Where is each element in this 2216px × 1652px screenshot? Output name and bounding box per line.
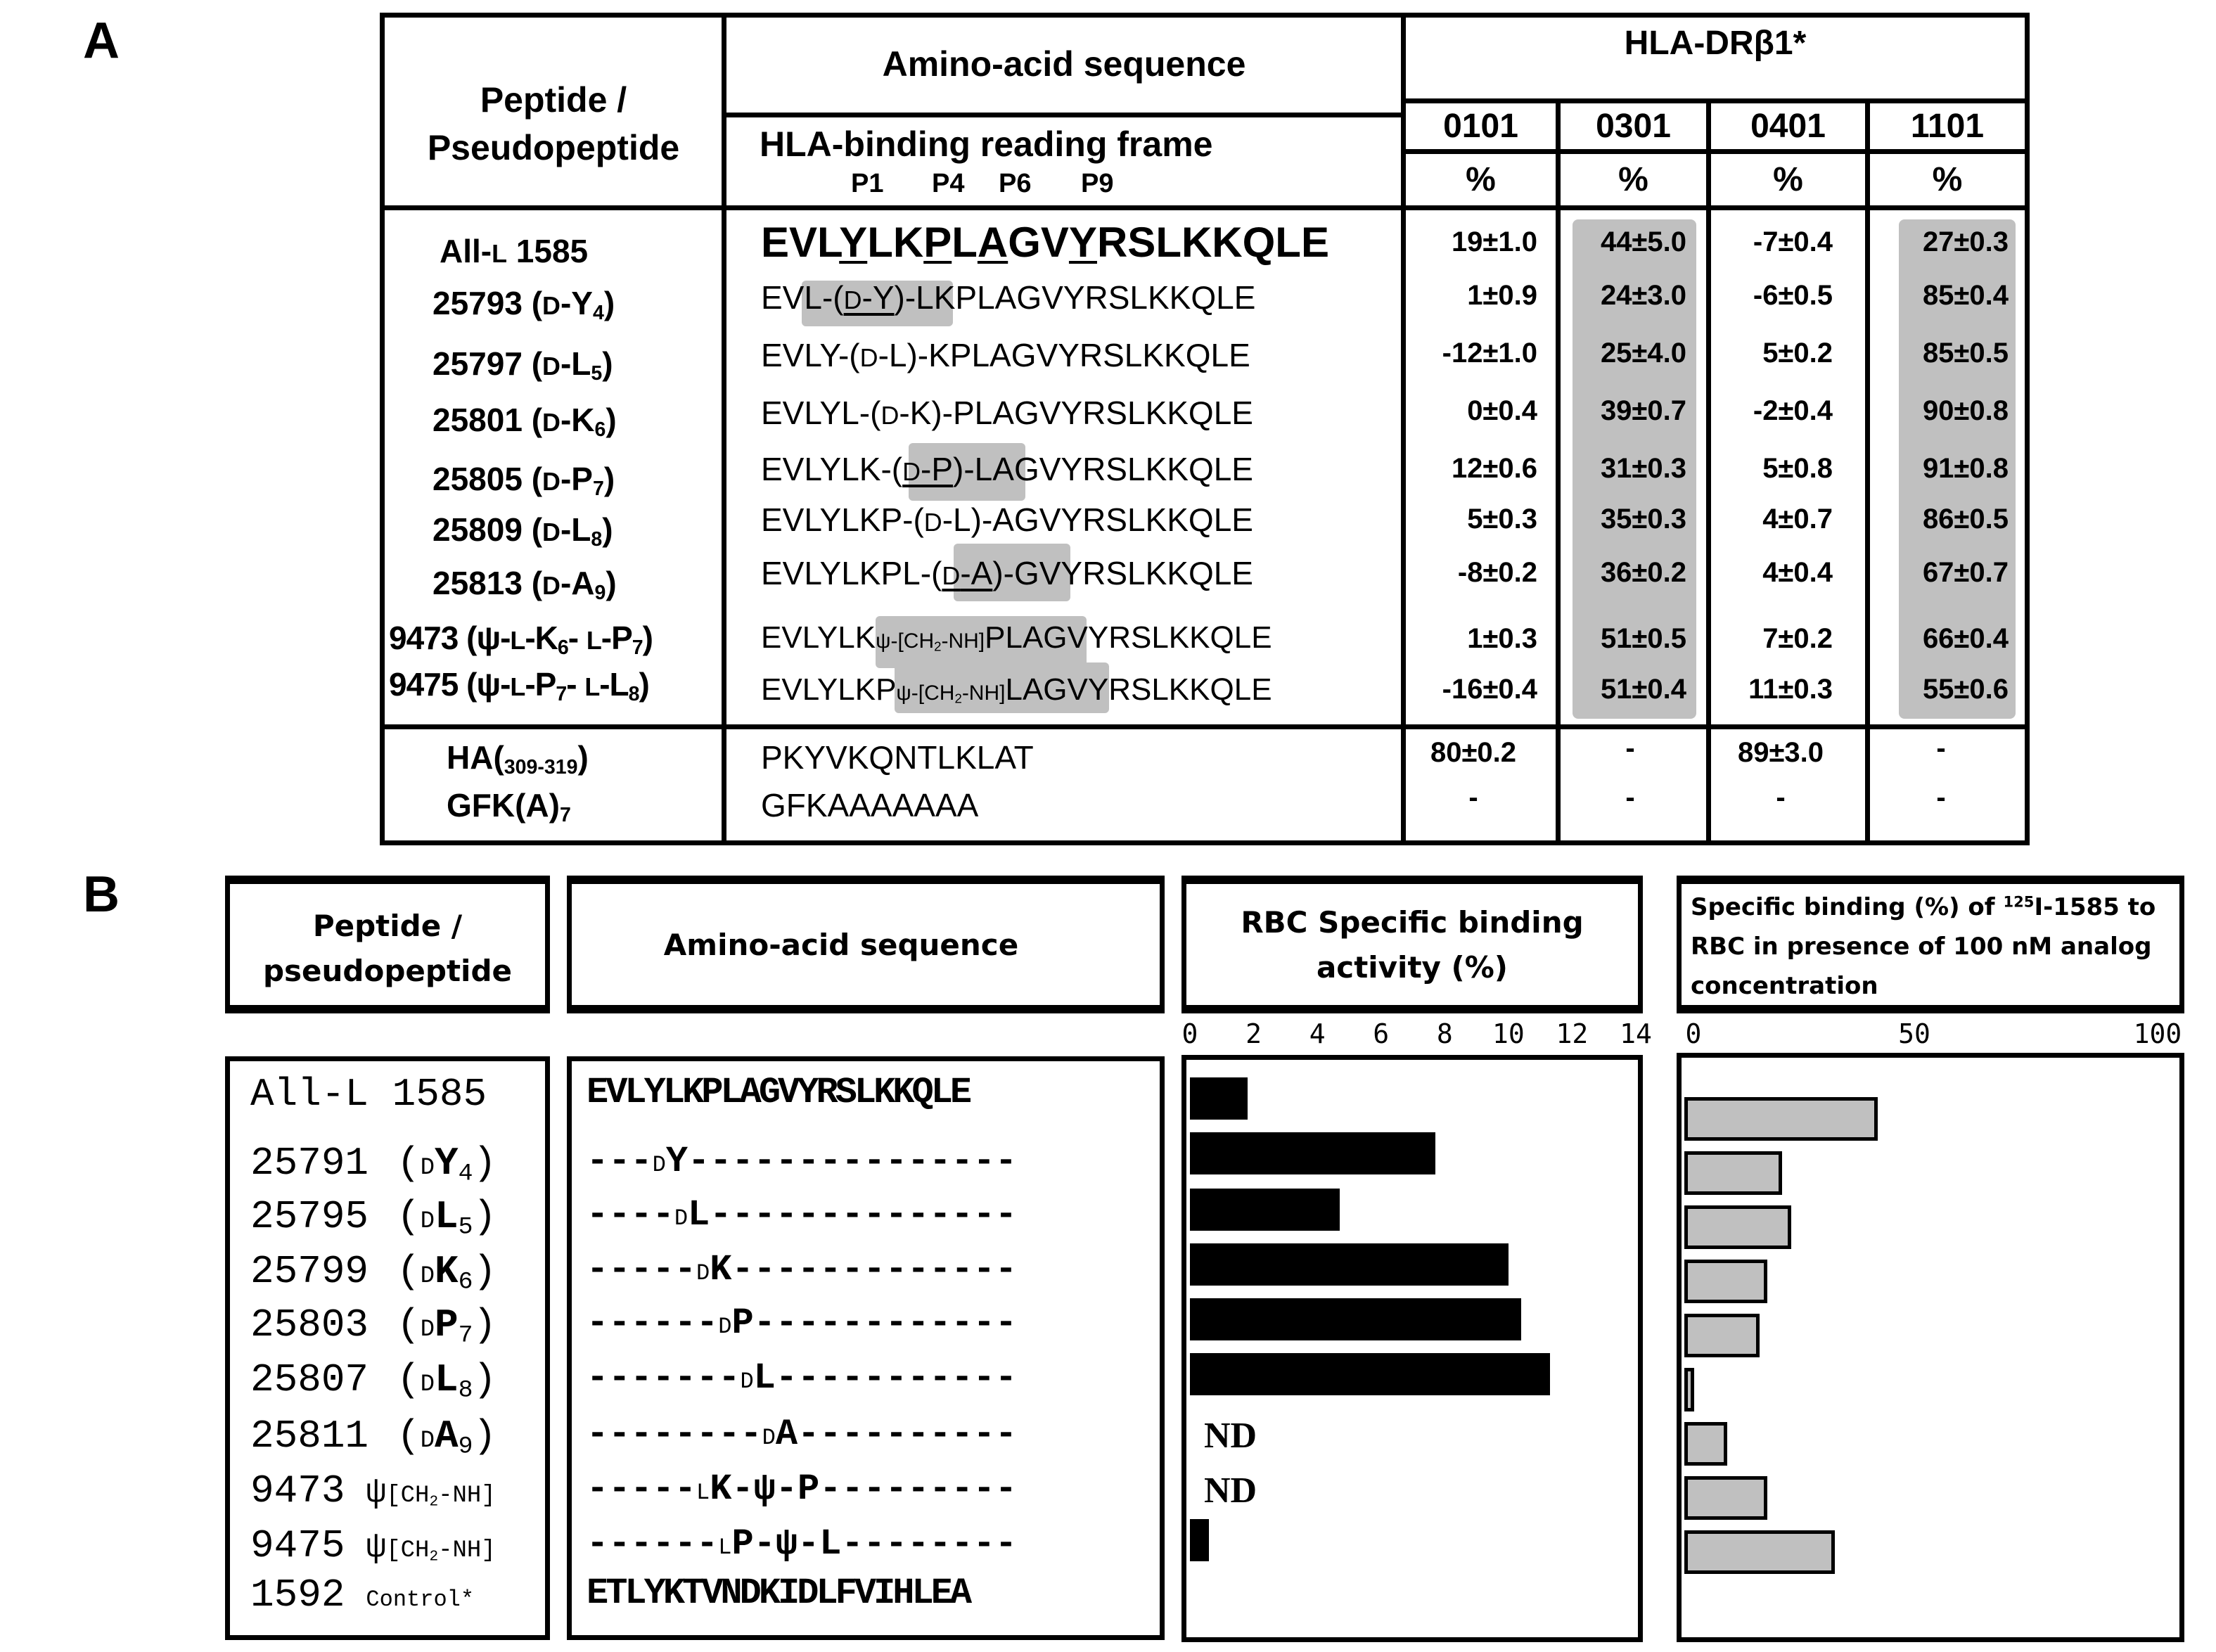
peptide-name xyxy=(250,1141,497,1186)
residue: K xyxy=(435,1249,459,1294)
peptide-number: 9473 xyxy=(250,1468,345,1513)
control-range: 309-319 xyxy=(504,756,578,779)
psi-bond: ψ-[CH xyxy=(876,629,935,653)
sequence xyxy=(587,1523,1017,1565)
seq-part: EVLYLKP-( xyxy=(761,501,924,538)
seq-part: )-LAGVYRSLKKQLE xyxy=(953,451,1253,487)
peptide-number: 25801 xyxy=(433,402,523,438)
dashes: --- xyxy=(587,1141,653,1182)
position: 4 xyxy=(458,1160,473,1188)
peptide-name xyxy=(250,1414,497,1459)
d-marker: D xyxy=(420,1155,435,1182)
residue: P-ψ-L xyxy=(731,1523,842,1565)
residue: L xyxy=(435,1194,459,1239)
stereo-marker: D xyxy=(674,1205,689,1231)
binding-value: -12±1.0 xyxy=(1442,338,1537,369)
name-part: All- xyxy=(440,233,492,269)
residue: K xyxy=(710,1249,732,1291)
control-name: HA xyxy=(447,739,494,776)
position: 9 xyxy=(594,582,606,605)
divider xyxy=(1406,98,2025,103)
sequence xyxy=(587,1194,1017,1236)
position: 8 xyxy=(458,1376,473,1404)
binding-value: 5±0.8 xyxy=(1762,453,1833,484)
row-name: 25797 $(D-L_5)$ xyxy=(433,345,613,385)
binding-value: 5±0.2 xyxy=(1762,338,1833,369)
header-hla-group: HLA-DRβ1* xyxy=(1624,25,1807,62)
binding-value: 39±0.7 xyxy=(1600,395,1686,426)
bar xyxy=(1190,1243,1509,1286)
row-name: 25813 $(D-A_9)$ xyxy=(433,565,617,605)
bar xyxy=(1190,1353,1550,1395)
psi-bond: -NH] xyxy=(941,629,985,653)
peptide-name xyxy=(250,1468,496,1513)
binding-value: -8±0.2 xyxy=(1457,557,1537,588)
seq-part: EVL-( xyxy=(761,279,844,316)
bar xyxy=(1684,1260,1767,1303)
psi-tag xyxy=(366,1474,496,1512)
header-part: Specific binding (%) of xyxy=(1691,893,2004,921)
peptide-name xyxy=(250,1302,497,1350)
sequence: EVLYL-(D-K)-PLAGVYRSLKKQLE xyxy=(761,395,1253,431)
seq-part: )-GVYRSLKKQLE xyxy=(992,555,1253,591)
seq-part: PLAGVYRSLKKQLE xyxy=(985,620,1272,655)
peptide-name xyxy=(250,1573,474,1618)
bar xyxy=(1190,1077,1248,1120)
peptide-name xyxy=(250,1357,497,1402)
binding-value: 4±0.7 xyxy=(1762,504,1833,534)
position: 6 xyxy=(458,1268,473,1296)
header-peptide xyxy=(225,904,550,994)
bar xyxy=(1190,1519,1209,1561)
divider xyxy=(722,13,726,845)
seq-part: EVLYLK xyxy=(761,620,876,655)
sequence xyxy=(587,1141,1017,1182)
seq-part: EVLYLKPL-( xyxy=(761,555,942,591)
sequence: EVLYLKPψ-$[CH_2-NH]LAGVYRSLKKQLE$ xyxy=(761,672,1272,707)
residue: L xyxy=(435,1357,459,1402)
header-specific xyxy=(1691,888,2183,1006)
position: 6 xyxy=(594,418,606,442)
axis-tick-label: 6 xyxy=(1373,1018,1390,1049)
peptide-number: 9473 xyxy=(389,620,459,656)
peptide-name xyxy=(250,1523,496,1568)
control-name: GFK(A) xyxy=(447,787,560,824)
seq-part: )-AGVYRSLKKQLE xyxy=(971,501,1253,538)
axis-tick-label: 12 xyxy=(1556,1018,1589,1049)
psi-tag xyxy=(366,1529,496,1567)
binding-value: 24±3.0 xyxy=(1600,280,1686,311)
dashes: ----- xyxy=(587,1249,697,1291)
position: 5 xyxy=(458,1213,473,1241)
binding-value: - xyxy=(1468,782,1478,813)
dashes: ------ xyxy=(587,1523,719,1565)
peptide-number: 25809 xyxy=(433,511,523,548)
sequence-ha: PKYVKQNTLKLAT xyxy=(761,739,1034,776)
seq-part: )-PLAGVYRSLKKQLE xyxy=(931,395,1253,431)
peptide-number: 25793 xyxy=(433,285,523,321)
bar xyxy=(1684,1530,1835,1574)
binding-value: 11±0.3 xyxy=(1748,674,1833,705)
sequence: EVLYLKP-(D-L)-AGVYRSLKKQLE xyxy=(761,501,1253,538)
bar xyxy=(1190,1132,1435,1174)
dashes: -------- xyxy=(587,1414,762,1455)
header-peptide xyxy=(385,76,722,172)
sequence: EVL-(D-Y)-LKPLAGVYRSLKKQLE xyxy=(761,279,1256,316)
header-line: concentration xyxy=(1691,972,1878,1000)
modification-tag: $(DY_4)$ xyxy=(397,1141,497,1188)
sequence xyxy=(587,1357,1017,1399)
peptide-number: All-L 1585 xyxy=(250,1072,487,1117)
stereo-marker: D xyxy=(652,1152,666,1178)
residue: A xyxy=(775,1414,798,1455)
not-determined-label: ND xyxy=(1204,1471,1257,1511)
allele-0401: 0401 xyxy=(1750,108,1826,145)
peptide-name xyxy=(250,1249,497,1294)
peptide-number: 25813 xyxy=(433,565,523,601)
residue: L xyxy=(688,1194,710,1236)
bar xyxy=(1684,1476,1767,1520)
dashes: --------------- xyxy=(688,1141,1018,1182)
stereo-marker: D xyxy=(718,1314,732,1340)
sequence-1585: EVLYLKPLAGVYRSLKKQLE xyxy=(761,219,1329,266)
seq-part: LAGVYRSLKKQLE xyxy=(1005,672,1272,707)
row-name xyxy=(447,786,571,827)
unit-percent: % xyxy=(1618,161,1648,198)
sequence-gfk: GFKAAAAAAA xyxy=(761,787,979,824)
axis-tick-label: 14 xyxy=(1620,1018,1652,1049)
binding-value: 85±0.5 xyxy=(1922,338,2009,369)
binding-value: 7±0.2 xyxy=(1762,623,1833,654)
control-tag: Control* xyxy=(366,1587,475,1613)
peptide-number: 25797 xyxy=(433,345,523,382)
bond: [CH xyxy=(386,1537,430,1564)
bar xyxy=(1684,1368,1694,1411)
axis-tick-label: 4 xyxy=(1309,1018,1326,1049)
subscript: 2 xyxy=(429,1548,439,1565)
stereo-marker: D xyxy=(762,1425,776,1451)
d-marker: D xyxy=(420,1263,435,1290)
bond: -NH] xyxy=(438,1537,496,1564)
row-name: 9475 ($\psi-L-P_7-$ $L-L_8$) xyxy=(389,666,649,706)
sequence: EVLY-(D-L)-KPLAGVYRSLKKQLE xyxy=(761,337,1250,373)
peptide-number: 25803 xyxy=(250,1302,369,1347)
axis-tick-label: 10 xyxy=(1492,1018,1525,1049)
sequence xyxy=(587,1414,1017,1455)
residue: P xyxy=(435,1302,459,1347)
binding-value: -6±0.5 xyxy=(1753,280,1833,311)
bar xyxy=(1684,1422,1727,1466)
binding-value: - xyxy=(1625,782,1635,813)
divider xyxy=(380,724,2030,729)
seq-part: EVLYLK-( xyxy=(761,451,903,487)
binding-value: 1±0.3 xyxy=(1467,623,1537,654)
position: 4 xyxy=(592,302,604,325)
peptide-number: 25799 xyxy=(250,1249,369,1294)
dashes: ----- xyxy=(587,1468,697,1510)
pocket-p6: P6 xyxy=(999,169,1032,198)
modification-tag: $(DA_9)$ xyxy=(397,1414,497,1461)
binding-value: 0±0.4 xyxy=(1467,395,1537,426)
divider xyxy=(1401,13,1406,845)
residue: A xyxy=(435,1414,459,1459)
modification-tag: $(DK_6)$ xyxy=(397,1249,497,1296)
seq-part: EVLY-( xyxy=(761,337,860,373)
binding-value: 5±0.3 xyxy=(1467,504,1537,534)
binding-value: 27±0.3 xyxy=(1922,226,2009,257)
dashes: ------ xyxy=(587,1302,719,1344)
binding-value: 31±0.3 xyxy=(1600,453,1686,484)
allele-1101: 1101 xyxy=(1910,108,1985,145)
binding-value: - xyxy=(1936,733,1946,764)
d-marker: D xyxy=(420,1428,435,1454)
dashes: ----------- xyxy=(775,1357,1018,1399)
binding-value: - xyxy=(1936,782,1946,813)
sequence: EVLYLKψ-$[CH_2-NH]PLAGVYRSLKKQLE$ xyxy=(761,620,1272,655)
bar xyxy=(1190,1189,1340,1231)
binding-value: - xyxy=(1776,782,1786,813)
header-reading-frame: HLA-binding reading frame xyxy=(760,124,1213,164)
dashes: ------- xyxy=(587,1357,741,1399)
control-sub: 7 xyxy=(559,804,571,827)
seq-part: )-KPLAGVYRSLKKQLE xyxy=(907,337,1250,373)
binding-value: 89±3.0 xyxy=(1737,737,1824,768)
dashes: ------------ xyxy=(753,1302,1018,1344)
binding-value: 51±0.5 xyxy=(1600,623,1686,654)
psi-bond: ψ-[CH xyxy=(896,681,955,705)
peptide-number: 25807 xyxy=(250,1357,369,1402)
binding-value: 25±4.0 xyxy=(1600,338,1686,369)
peptide-number: 1592 xyxy=(250,1573,345,1618)
residue: A xyxy=(571,565,595,601)
residue: L xyxy=(571,511,591,548)
name-part: L xyxy=(492,240,508,268)
sequence xyxy=(587,1468,1017,1510)
allele-0101: 0101 xyxy=(1443,108,1518,145)
sequence: EVLYLKPL-(D-A)-GVYRSLKKQLE xyxy=(761,555,1253,591)
binding-value: 36±0.2 xyxy=(1600,557,1686,588)
bar xyxy=(1190,1298,1521,1340)
peptide-number: 9475 xyxy=(250,1523,345,1568)
axis-tick-label: 100 xyxy=(2133,1018,2182,1049)
dashes: ------------- xyxy=(731,1249,1018,1291)
binding-value: 44±5.0 xyxy=(1600,226,1686,257)
header-sequence: Amino-acid sequence xyxy=(882,44,1246,84)
residue: P xyxy=(571,461,593,497)
peptide-number: 25791 xyxy=(250,1141,369,1186)
binding-value: 51±0.4 xyxy=(1600,674,1686,705)
axis-tick-label: 2 xyxy=(1245,1018,1262,1049)
residue: P xyxy=(731,1302,754,1344)
binding-value: 35±0.3 xyxy=(1600,504,1686,534)
divider xyxy=(380,205,2030,210)
bond: -NH] xyxy=(438,1483,496,1509)
d-marker: D xyxy=(420,1371,435,1398)
header-rbc xyxy=(1181,900,1643,990)
binding-value: 86±0.5 xyxy=(1922,504,2009,534)
sequence-text: ETLYKTVNDKIDLFVIHLEA xyxy=(587,1573,970,1614)
sequence xyxy=(587,1302,1017,1344)
stereo-marker: L xyxy=(718,1535,732,1561)
unit-percent: % xyxy=(1932,161,1963,198)
bar xyxy=(1684,1314,1760,1357)
binding-value: -2±0.4 xyxy=(1753,395,1833,426)
residue: L xyxy=(753,1357,776,1399)
stereo-marker: D xyxy=(696,1260,710,1286)
peptide-name xyxy=(250,1194,497,1239)
sequence xyxy=(587,1573,969,1614)
header-line: RBC in presence of 100 nM analog xyxy=(1691,933,2152,961)
modification-tag: $(DL_8)$ xyxy=(397,1357,497,1404)
binding-value: 80±0.2 xyxy=(1430,737,1517,768)
bar xyxy=(1684,1151,1782,1195)
residue: Y xyxy=(571,285,593,321)
d-marker: D xyxy=(420,1208,435,1235)
binding-value: 55±0.6 xyxy=(1922,674,2009,705)
unit-percent: % xyxy=(1773,161,1803,198)
position: 7 xyxy=(592,478,604,501)
header-line xyxy=(1691,888,2183,927)
seq-part: )-LKPLAGVYRSLKKQLE xyxy=(894,279,1256,316)
panel-label-a: A xyxy=(83,13,120,69)
header-peptide-line2: Pseudopeptide xyxy=(427,128,680,167)
axis-tick-label: 50 xyxy=(1898,1018,1930,1049)
header-line: pseudopeptide xyxy=(262,954,512,988)
pocket-p1: P1 xyxy=(851,169,884,198)
dashes: ---- xyxy=(587,1194,674,1236)
peptide-number: 9475 xyxy=(389,666,459,703)
sequence xyxy=(587,1072,969,1113)
dashes: -------- xyxy=(841,1523,1018,1565)
row-name: 25809 $(D-L_8)$ xyxy=(433,511,613,551)
divider xyxy=(1406,149,2025,154)
binding-value: -16±0.4 xyxy=(1442,674,1537,705)
psi-icon: ψ xyxy=(366,1529,387,1567)
header-sequence: Amino-acid sequence xyxy=(663,928,1019,962)
peptide-number: 25811 xyxy=(250,1414,369,1459)
divider xyxy=(726,113,1402,117)
stereo-marker: D xyxy=(740,1369,754,1395)
modification-tag: $(DL_5)$ xyxy=(397,1194,497,1241)
position: 7 xyxy=(458,1321,473,1350)
pocket-p9: P9 xyxy=(1081,169,1114,198)
position: 8 xyxy=(591,528,603,551)
peptide-name xyxy=(250,1072,487,1117)
header-peptide-line1: Peptide / xyxy=(480,80,627,120)
row-name: 25801 $(D-K_6)$ xyxy=(433,402,617,442)
pocket-p4: P4 xyxy=(932,169,965,198)
residue: Y xyxy=(435,1141,459,1186)
header-part: I-1585 to xyxy=(2034,893,2156,921)
sequence-text: EVLYLKPLAGVYRSLKKQLE xyxy=(587,1072,970,1113)
binding-value: 90±0.8 xyxy=(1922,395,2009,426)
binding-value: 12±0.6 xyxy=(1451,453,1537,484)
peptide-number: 25805 xyxy=(433,461,523,497)
binding-value: - xyxy=(1625,733,1635,764)
sequence: EVLYLK-(D-P)-LAGVYRSLKKQLE xyxy=(761,451,1253,487)
axis-tick-label: 0 xyxy=(1685,1018,1702,1049)
axis-tick-label: 0 xyxy=(1181,1018,1198,1049)
residue: Y xyxy=(665,1141,689,1182)
sequence xyxy=(587,1249,1017,1291)
allele-0301: 0301 xyxy=(1596,108,1671,145)
row-name: 9473 ($\psi-L-K_6-$ $L-P_7$) xyxy=(389,620,653,660)
not-determined-label: ND xyxy=(1204,1416,1257,1456)
d-marker: D xyxy=(420,1317,435,1343)
modification-tag: $(DP_7)$ xyxy=(397,1302,497,1350)
axis-tick-label: 8 xyxy=(1436,1018,1453,1049)
binding-value: 1±0.9 xyxy=(1467,280,1537,311)
binding-value: 4±0.4 xyxy=(1762,557,1833,588)
psi-icon: ψ xyxy=(366,1474,387,1512)
panel-label-b: B xyxy=(83,866,120,923)
name-part: 1585 xyxy=(507,233,589,269)
binding-value: 19±1.0 xyxy=(1451,226,1537,257)
position: 9 xyxy=(458,1433,473,1461)
seq-part: EVLYLKP xyxy=(761,672,897,707)
header-line: Peptide / xyxy=(312,909,463,943)
bar xyxy=(1684,1205,1791,1249)
residue: L xyxy=(571,345,591,382)
residue: K xyxy=(571,402,595,438)
row-name xyxy=(440,232,588,270)
binding-value: 66±0.4 xyxy=(1922,623,2009,654)
binding-value: -7±0.4 xyxy=(1753,226,1833,257)
unit-percent: % xyxy=(1466,161,1496,198)
stereo-marker: L xyxy=(696,1480,710,1506)
psi-bond: -NH] xyxy=(961,681,1006,705)
binding-value: 67±0.7 xyxy=(1922,557,2009,588)
dashes: -------------- xyxy=(710,1194,1018,1236)
dashes: ---------- xyxy=(798,1414,1018,1455)
residue: K-ψ-P xyxy=(710,1468,820,1510)
isotope: 125 xyxy=(2003,892,2035,911)
dashes: --------- xyxy=(819,1468,1018,1510)
header-line: RBC Specific binding xyxy=(1241,905,1584,940)
subscript: 2 xyxy=(429,1493,439,1511)
seq-part: EVLYL-( xyxy=(761,395,881,431)
position: 5 xyxy=(591,362,603,385)
peptide-number: 25795 xyxy=(250,1194,369,1239)
header-line: activity (%) xyxy=(1316,950,1509,985)
row-name: $HA(_{309-319})$ xyxy=(447,739,589,779)
binding-value: 91±0.8 xyxy=(1922,453,2009,484)
bond: [CH xyxy=(386,1483,430,1509)
binding-value: 85±0.4 xyxy=(1922,280,2009,311)
row-name: 25793 $(D-Y_4)$ xyxy=(433,285,615,325)
row-name: 25805 $(D-P_7)$ xyxy=(433,461,615,501)
bar xyxy=(1684,1097,1878,1141)
